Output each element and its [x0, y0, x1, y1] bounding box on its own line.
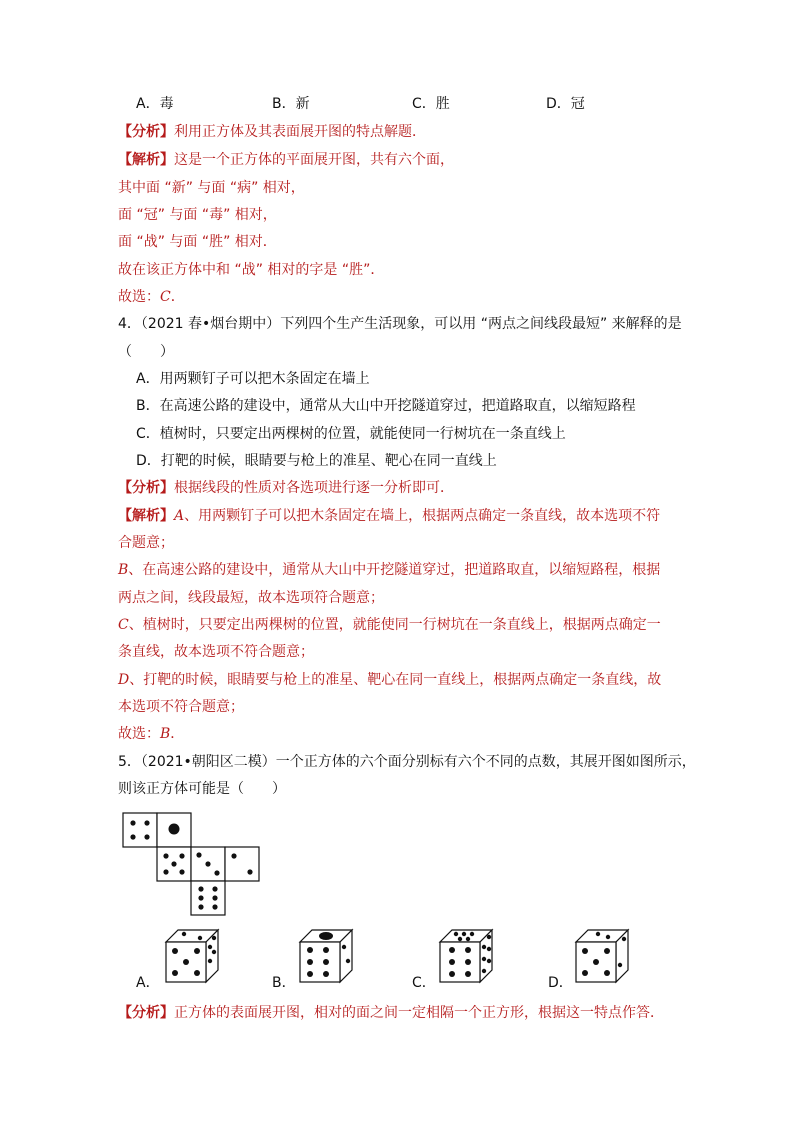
- q3-solution-line-2: 其中面 “新” 与面 “病” 相对，: [118, 180, 305, 196]
- q4-analysis: 【分析】根据线段的性质对各选项进行逐一分析即可．: [118, 480, 454, 496]
- net-face-five: [157, 847, 191, 881]
- q3-option-b: B．新: [272, 96, 310, 112]
- choice-b-label: B．: [272, 975, 296, 991]
- net-face-three: [191, 847, 225, 881]
- cube-choice-c: [410, 925, 510, 993]
- q3-option-a: A．毒: [136, 96, 174, 112]
- q4-solution-a-line-1: 【解析】A、用两颗钉子可以把木条固定在墙上，根据两点确定一条直线，故本选项不符: [118, 508, 661, 524]
- cube-choice-d: [546, 925, 646, 993]
- net-face-one: [157, 813, 191, 847]
- q3-option-d: D．冠: [546, 96, 585, 112]
- net-face-four: [123, 813, 157, 847]
- q4-solution-a-line-2: 合题意；: [118, 535, 174, 551]
- q4-solution-d-line-1: D、打靶的时候，眼睛要与枪上的准星、靶心在同一直线上，根据两点确定一条直线，故: [118, 672, 662, 688]
- q4-solution-b-line-1: B、在高速公路的建设中，通常从大山中开挖隧道穿过，把道路取直，以缩短路程，根据: [118, 562, 661, 578]
- q4-solution-c-line-2: 条直线，故本选项不符合题意；: [118, 644, 314, 660]
- q4-option-a: A．用两颗钉子可以把木条固定在墙上: [136, 371, 370, 387]
- q3-solution-line-4: 面 “战” 与面 “胜” 相对．: [118, 234, 277, 250]
- q4-option-b: B．在高速公路的建设中，通常从大山中开挖隧道穿过，把道路取直，以缩短路程: [136, 398, 636, 414]
- net-face-six: [191, 881, 225, 915]
- cube-net-figure: [120, 810, 270, 920]
- q5-stem-line-1: 5．（2021•朝阳区二模）一个正方体的六个面分别标有六个不同的点数，其展开图如图所示，: [118, 754, 696, 770]
- net-face-two: [225, 847, 259, 881]
- q4-answer: 故选：B．: [118, 726, 185, 742]
- q4-solution-c-line-1: C、植树时，只要定出两棵树的位置，就能使同一行树坑在一条直线上，根据两点确定一: [118, 617, 661, 633]
- q4-option-c: C．植树时，只要定出两棵树的位置，就能使同一行树坑在一条直线上: [136, 426, 566, 442]
- q3-solution-line-5: 故在该正方体中和 “战” 相对的字是 “胜”．: [118, 262, 385, 278]
- q3-solution-line-1: 【解析】这是一个正方体的平面展开图，共有六个面，: [118, 152, 454, 168]
- choice-a-label: A．: [136, 975, 160, 991]
- q3-solution-line-3: 面 “冠” 与面 “毒” 相对，: [118, 207, 277, 223]
- q3-analysis: 【分析】利用正方体及其表面展开图的特点解题．: [118, 124, 426, 140]
- q3-option-c: C．胜: [412, 96, 450, 112]
- q4-solution-b-line-2: 两点之间，线段最短，故本选项符合题意；: [118, 590, 384, 606]
- q5-analysis: 【分析】正方体的表面展开图，相对的面之间一定相隔一个正方形，根据这一特点作答．: [118, 1005, 664, 1021]
- q4-solution-d-line-2: 本选项不符合题意；: [118, 699, 244, 715]
- q4-stem-line-2: （ ）: [118, 344, 174, 360]
- q4-stem-line-1: 4．（2021 春•烟台期中）下列四个生产生活现象，可以用 “两点之间线段最短” 来解释的是: [118, 316, 682, 332]
- cube-choice-b: [270, 925, 370, 993]
- q4-option-d: D．打靶的时候，眼睛要与枪上的准星、靶心在同一直线上: [136, 453, 497, 469]
- cube-choice-a: [134, 925, 234, 993]
- choice-d-label: D．: [548, 975, 573, 991]
- choice-c-label: C．: [412, 975, 436, 991]
- q5-stem-line-2: 则该正方体可能是（ ）: [118, 781, 286, 797]
- q3-answer: 故选：C．: [118, 289, 185, 305]
